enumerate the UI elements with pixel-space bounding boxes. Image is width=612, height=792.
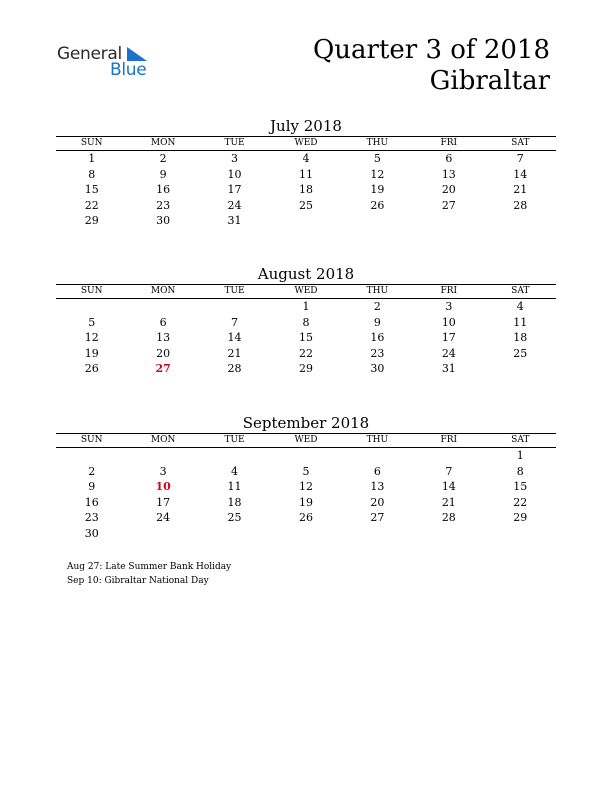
empty-day-cell: [413, 526, 484, 542]
holiday-day-cell: 27: [155, 362, 171, 376]
day-cell: 10: [441, 315, 456, 329]
week-row: [56, 495, 556, 511]
day-cell: 12: [84, 331, 99, 345]
day-cell: 27: [370, 511, 385, 525]
week-row: [56, 330, 556, 346]
day-cell: 25: [513, 346, 528, 360]
weekday-header: SAT: [485, 137, 556, 151]
day-cell: 11: [298, 167, 313, 181]
day-cell: 23: [84, 511, 99, 525]
weekday-header: THU: [342, 434, 413, 448]
day-cell: 8: [302, 315, 310, 329]
day-cell: 4: [231, 464, 239, 478]
day-cell: 17: [227, 183, 242, 197]
empty-day-cell: [199, 448, 270, 464]
holiday-day-cell: 10: [155, 480, 171, 494]
empty-day-cell: [199, 526, 270, 542]
empty-day-cell: [485, 213, 556, 229]
logo-text-general: General: [57, 44, 122, 64]
day-cell: 19: [298, 495, 313, 509]
day-cell: 18: [513, 331, 528, 345]
empty-day-cell: [270, 526, 341, 542]
day-cell: 7: [445, 464, 453, 478]
day-cell: 2: [88, 464, 96, 478]
week-row: [56, 510, 556, 526]
week-row: [56, 213, 556, 229]
day-cell: 12: [298, 480, 313, 494]
month-calendar-august: [56, 264, 556, 377]
day-cell: 5: [373, 152, 381, 165]
month-title: September 2018: [242, 414, 370, 432]
week-row: [56, 448, 556, 464]
day-cell: 22: [298, 346, 313, 360]
day-cell: 25: [298, 198, 313, 212]
empty-day-cell: [485, 361, 556, 377]
empty-day-cell: [127, 448, 198, 464]
day-cell: 22: [84, 198, 99, 212]
day-cell: 19: [84, 346, 99, 360]
weekday-header: SAT: [485, 285, 556, 299]
day-cell: 28: [441, 511, 456, 525]
day-cell: 6: [373, 464, 381, 478]
week-row: [56, 526, 556, 542]
logo-text-blue: Blue: [110, 60, 147, 80]
day-cell: 2: [373, 300, 381, 313]
week-row: [56, 315, 556, 331]
logo-triangle-icon: [127, 47, 147, 61]
weekday-header: SUN: [56, 137, 127, 151]
day-cell: 5: [302, 464, 310, 478]
day-cell: 1: [302, 300, 310, 313]
day-cell: 23: [156, 198, 171, 212]
day-cell: 14: [513, 167, 528, 181]
month-calendar-july: [56, 116, 556, 229]
empty-day-cell: [413, 213, 484, 229]
day-cell: 15: [84, 183, 99, 197]
week-row: [56, 198, 556, 214]
day-cell: 7: [231, 315, 239, 329]
day-cell: 14: [227, 331, 242, 345]
weekday-header: FRI: [413, 137, 484, 151]
weekday-header: MON: [127, 434, 198, 448]
day-cell: 4: [516, 300, 524, 313]
weekday-header: WED: [270, 285, 341, 299]
day-cell: 13: [441, 167, 456, 181]
week-row: [56, 299, 556, 315]
day-cell: 23: [370, 346, 385, 360]
day-cell: 14: [441, 480, 456, 494]
holiday-note: Aug 27: Late Summer Bank Holiday: [67, 562, 232, 572]
weekday-header: MON: [127, 137, 198, 151]
weekday-header: FRI: [413, 285, 484, 299]
page-title: Quarter 3 of 2018: [312, 35, 550, 65]
day-cell: 4: [302, 152, 310, 165]
generalblue-logo: [57, 44, 157, 84]
empty-day-cell: [342, 526, 413, 542]
day-cell: 29: [84, 214, 99, 228]
day-cell: 21: [227, 346, 242, 360]
weekday-header: TUE: [199, 285, 270, 299]
day-cell: 10: [227, 167, 242, 181]
empty-day-cell: [270, 213, 341, 229]
day-cell: 30: [84, 526, 99, 540]
day-cell: 26: [370, 198, 385, 212]
day-cell: 17: [156, 495, 171, 509]
week-row: [56, 464, 556, 480]
week-row: [56, 479, 556, 495]
holiday-note: Sep 10: Gibraltar National Day: [67, 576, 209, 586]
day-cell: 6: [159, 315, 167, 329]
day-cell: 30: [370, 362, 385, 376]
day-cell: 27: [441, 198, 456, 212]
day-cell: 30: [156, 214, 171, 228]
day-cell: 16: [84, 495, 99, 509]
month-grid: [56, 433, 556, 542]
empty-day-cell: [56, 448, 127, 464]
day-cell: 11: [227, 480, 242, 494]
day-cell: 22: [513, 495, 528, 509]
day-cell: 21: [441, 495, 456, 509]
day-cell: 5: [88, 315, 96, 329]
empty-day-cell: [342, 213, 413, 229]
day-cell: 20: [370, 495, 385, 509]
month-grid: [56, 136, 556, 229]
weekday-header: TUE: [199, 434, 270, 448]
day-cell: 28: [513, 198, 528, 212]
day-cell: 26: [84, 362, 99, 376]
day-cell: 6: [445, 152, 453, 165]
empty-day-cell: [199, 299, 270, 315]
day-cell: 9: [88, 480, 96, 494]
weekday-header: WED: [270, 434, 341, 448]
page-subtitle: Gibraltar: [429, 66, 550, 96]
empty-day-cell: [56, 299, 127, 315]
month-title: July 2018: [270, 117, 342, 135]
day-cell: 16: [370, 331, 385, 345]
weekday-header: SUN: [56, 434, 127, 448]
day-cell: 3: [445, 300, 453, 313]
month-title: August 2018: [257, 265, 355, 283]
day-cell: 1: [88, 152, 96, 165]
week-row: [56, 151, 556, 167]
weekday-header: WED: [270, 137, 341, 151]
weekday-header: FRI: [413, 434, 484, 448]
day-cell: 13: [370, 480, 385, 494]
month-calendar-september: [56, 413, 556, 542]
weekday-header: SUN: [56, 285, 127, 299]
weekday-header: THU: [342, 137, 413, 151]
empty-day-cell: [270, 448, 341, 464]
day-cell: 3: [231, 152, 239, 165]
day-cell: 9: [373, 315, 381, 329]
day-cell: 24: [441, 346, 456, 360]
week-row: [56, 167, 556, 183]
day-cell: 2: [159, 152, 167, 165]
day-cell: 21: [513, 183, 528, 197]
day-cell: 28: [227, 362, 242, 376]
day-cell: 18: [298, 183, 313, 197]
day-cell: 18: [227, 495, 242, 509]
weekday-header: THU: [342, 285, 413, 299]
day-cell: 8: [516, 464, 524, 478]
weekday-header: SAT: [485, 434, 556, 448]
empty-day-cell: [342, 448, 413, 464]
day-cell: 31: [227, 214, 242, 228]
page-header: [313, 35, 550, 97]
day-cell: 11: [513, 315, 528, 329]
day-cell: 29: [513, 511, 528, 525]
day-cell: 16: [156, 183, 171, 197]
day-cell: 12: [370, 167, 385, 181]
day-cell: 20: [441, 183, 456, 197]
day-cell: 7: [516, 152, 524, 165]
day-cell: 15: [513, 480, 528, 494]
empty-day-cell: [413, 448, 484, 464]
holiday-notes: [67, 560, 231, 588]
week-row: [56, 346, 556, 362]
day-cell: 17: [441, 331, 456, 345]
day-cell: 8: [88, 167, 96, 181]
day-cell: 1: [516, 449, 524, 462]
empty-day-cell: [127, 526, 198, 542]
day-cell: 9: [159, 167, 167, 181]
week-row: [56, 361, 556, 377]
day-cell: 31: [441, 362, 456, 376]
weekday-header: MON: [127, 285, 198, 299]
day-cell: 13: [156, 331, 171, 345]
month-grid: [56, 284, 556, 377]
empty-day-cell: [127, 299, 198, 315]
day-cell: 29: [298, 362, 313, 376]
day-cell: 3: [159, 464, 167, 478]
empty-day-cell: [485, 526, 556, 542]
day-cell: 20: [156, 346, 171, 360]
day-cell: 19: [370, 183, 385, 197]
day-cell: 26: [298, 511, 313, 525]
day-cell: 24: [227, 198, 242, 212]
day-cell: 25: [227, 511, 242, 525]
week-row: [56, 182, 556, 198]
day-cell: 24: [156, 511, 171, 525]
weekday-header: TUE: [199, 137, 270, 151]
day-cell: 15: [298, 331, 313, 345]
